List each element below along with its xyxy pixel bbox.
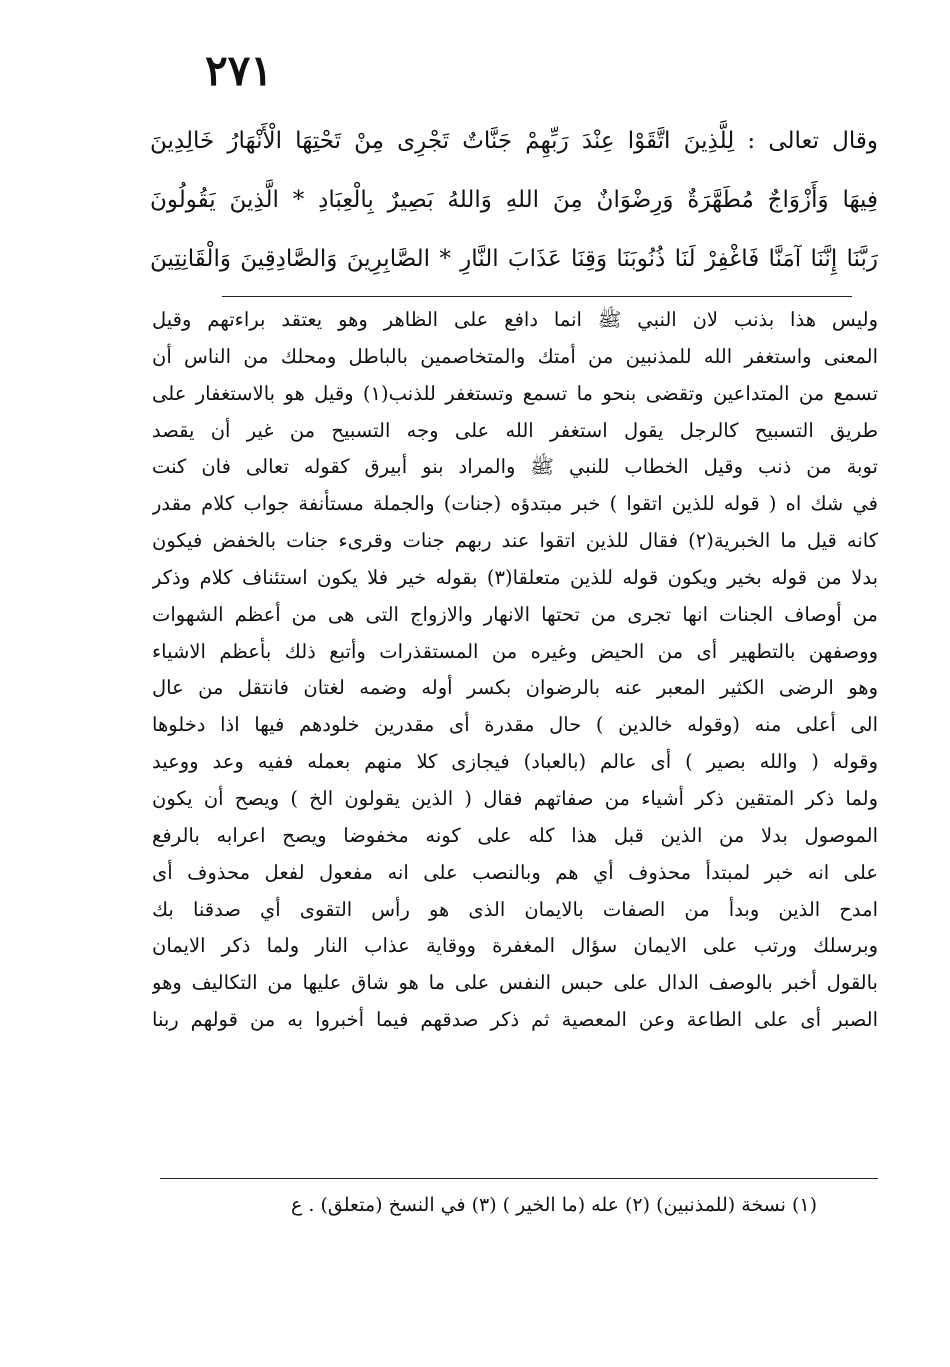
commentary-line: الصبر أى على الطاعة وعن المعصية ثم ذكر صدقهم فيما أخبروا به من قولهم ربنا	[152, 1008, 878, 1032]
commentary-line: وبرسلك ورتب على الايمان سؤال المغفرة ووقاية عذاب النار ولما ذكر الايمان	[152, 934, 878, 958]
commentary-line: وهو الرضى الكثير المعبر عنه بالرضوان بكسر أوله وضمه لغتان فانتقل من عال	[152, 676, 878, 700]
commentary-line: المعنى واستغفر الله للمذنبين من أمتك والمتخاصمين بالباطل ومحلك من الناس أن	[152, 344, 878, 368]
commentary-line: بدلا من قوله بخير ويكون قوله للذين متعلقا(٣) بقوله خير فلا يكون استئناف كلام وذكر	[152, 565, 878, 589]
footnote: (١) نسخة (للمذنبين) (٢) عله (ما الخير ) (٣) في النسخ (متعلق) . ع	[291, 1194, 817, 1216]
commentary-line: وقوله ( والله بصير ) أى عالم (بالعباد) فيجازى كلا منهم بعمله ففيه وعد ووعيد	[152, 750, 878, 774]
commentary-line: كانه قيل ما الخبرية(٢) فقال للذين اتقوا عند ربهم جنات وقرىء جنات بالخفض فيكون	[152, 529, 878, 553]
verse-divider	[222, 296, 852, 297]
footnote-divider	[160, 1178, 878, 1179]
quran-line: وقال تعالى : لِلَّذِينَ اتَّقَوْا عِنْدَ رَبِّهِمْ جَنَّاتٌ تَجْرِى مِنْ تَحْتِهَا الْأَنْهَارُ خَالِدِينَ	[150, 128, 878, 154]
commentary-line: ووصفهن بالتطهير أى من الحيض وغيره من المستقذرات وأتبع ذلك بأعظم الاشياء	[152, 639, 878, 663]
commentary-line: وليس هذا بذنب لان النبي ﷺ انما دافع على الظاهر وهو يعتقد براءتهم وقيل	[152, 308, 878, 331]
quran-line: رَبَّنَا إِنَّنَا آمَنَّا فَاغْفِرْ لَنَا ذُنُوبَنَا وَقِنَا عَذَابَ النَّارِ * الصَّابِرِينَ وَالصَّادِقِينَ وَالْقَانِتِينَ	[150, 246, 878, 272]
commentary-line: بالقول أخبر بالوصف الدال على حبس النفس على ما هو شاق عليها من التكاليف وهو	[152, 971, 878, 995]
commentary-line: ولما ذكر المتقين ذكر أشياء من صفاتهم فقال ( الذين يقولون الخ ) ويصح أن يكون	[152, 786, 878, 810]
commentary-line: امدح الذين وبدأ من الصفات بالايمان الذى هو رأس التقوى أي صدقنا بك	[152, 897, 878, 921]
quran-verse-block	[150, 112, 878, 289]
commentary-line: الموصول بدلا من الذين قبل هذا كله على كونه مخفوضا ويصح اعرابه بالرفع	[152, 823, 878, 847]
commentary-line: الى أعلى منه (وقوله خالدين ) حال مقدرة أى مقدرين خلودهم فيها اذا دخلوها	[152, 713, 878, 737]
commentary-line: توبة من ذنب وقيل الخطاب للنبي ﷺ والمراد بنو أبيرق كقوله تعالى فان كنت	[152, 455, 878, 479]
commentary-line: من أوصاف الجنات انها تجرى من تحتها الانهار والازواج التى هى من أعظم الشهوات	[152, 602, 878, 626]
commentary-line: على انه خبر لمبتدأ محذوف أي هم وبالنصب على انه مفعول لفعل محذوف أى	[152, 860, 878, 884]
commentary-line: طريق التسبيح كالرجل يقول استغفر الله على وجه التسبيح من غير أن يقصد	[152, 418, 878, 442]
commentary-line: تسمع من المتداعين وتقضى بنحو ما تسمع وتستغفر للذنب(١) وقيل هو بالاستغفار على	[152, 381, 878, 405]
page-number: ٢٧١	[205, 46, 273, 95]
commentary-line: في شك اه ( قوله للذين اتقوا ) خبر مبتدؤه (جنات) والجملة مستأنفة جواب كلام مقدر	[152, 492, 878, 516]
commentary-block	[152, 302, 878, 1039]
quran-line: فِيهَا وَأَزْوَاجٌ مُطَهَّرَةٌ وَرِضْوَانٌ مِنَ اللهِ وَاللهُ بَصِيرٌ بِالْعِبَادِ * الَّذِينَ يَقُولُونَ	[150, 187, 878, 213]
